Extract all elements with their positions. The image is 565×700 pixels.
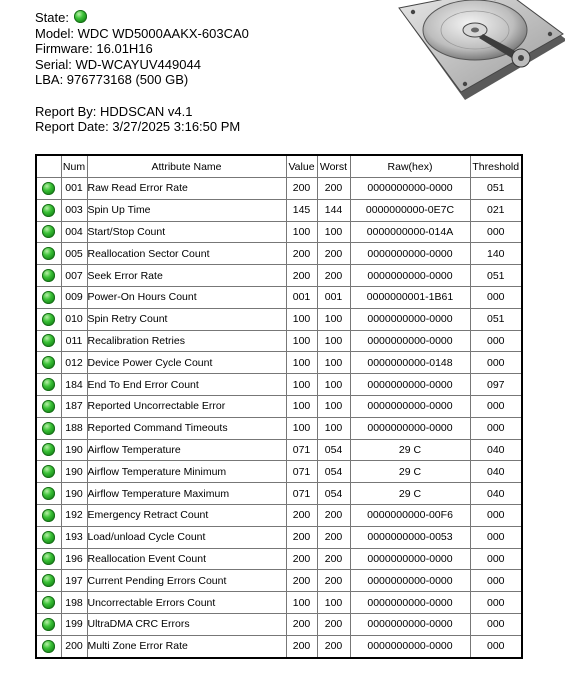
num-cell: 001 bbox=[61, 178, 87, 200]
attribute-name-cell: Reallocation Sector Count bbox=[87, 243, 286, 265]
num-cell: 190 bbox=[61, 483, 87, 505]
worst-cell: 054 bbox=[317, 461, 350, 483]
green-status-dot-icon bbox=[42, 247, 55, 260]
threshold-cell: 000 bbox=[470, 221, 522, 243]
attribute-name-cell: Reported Command Timeouts bbox=[87, 417, 286, 439]
green-status-dot-icon bbox=[42, 487, 55, 500]
column-header-attribute-name: Attribute Name bbox=[87, 155, 286, 178]
raw-cell: 0000000000-0E7C bbox=[350, 199, 470, 221]
threshold-cell: 000 bbox=[470, 548, 522, 570]
worst-cell: 100 bbox=[317, 374, 350, 396]
attribute-name-cell: Power-On Hours Count bbox=[87, 286, 286, 308]
raw-cell: 0000000000-0000 bbox=[350, 548, 470, 570]
status-cell bbox=[36, 570, 61, 592]
threshold-cell: 000 bbox=[470, 286, 522, 308]
lba-line: LBA: 976773168 (500 GB) bbox=[35, 72, 189, 87]
hard-disk-drive-icon bbox=[395, 0, 565, 100]
threshold-cell: 097 bbox=[470, 374, 522, 396]
raw-cell: 0000000000-0000 bbox=[350, 330, 470, 352]
worst-cell: 100 bbox=[317, 352, 350, 374]
status-cell bbox=[36, 526, 61, 548]
num-cell: 004 bbox=[61, 221, 87, 243]
green-status-dot-icon bbox=[42, 225, 55, 238]
worst-cell: 200 bbox=[317, 548, 350, 570]
value-cell: 200 bbox=[286, 265, 317, 287]
worst-cell: 100 bbox=[317, 308, 350, 330]
threshold-cell: 040 bbox=[470, 439, 522, 461]
table-row bbox=[36, 613, 522, 635]
table-row bbox=[36, 374, 522, 396]
smart-attributes-table bbox=[35, 154, 523, 659]
table-row bbox=[36, 243, 522, 265]
attribute-name-cell: Airflow Temperature Maximum bbox=[87, 483, 286, 505]
num-cell: 199 bbox=[61, 613, 87, 635]
green-status-dot-icon bbox=[42, 269, 55, 282]
value-cell: 100 bbox=[286, 330, 317, 352]
drive-info bbox=[35, 10, 249, 135]
green-status-dot-icon bbox=[74, 10, 87, 23]
status-cell bbox=[36, 352, 61, 374]
threshold-cell: 000 bbox=[470, 592, 522, 614]
status-cell bbox=[36, 199, 61, 221]
green-status-dot-icon bbox=[42, 465, 55, 478]
raw-cell: 0000000000-0148 bbox=[350, 352, 470, 374]
value-cell: 200 bbox=[286, 570, 317, 592]
green-status-dot-icon bbox=[42, 618, 55, 631]
status-cell bbox=[36, 483, 61, 505]
num-cell: 011 bbox=[61, 330, 87, 352]
table-row bbox=[36, 265, 522, 287]
attribute-name-cell: Recalibration Retries bbox=[87, 330, 286, 352]
threshold-cell: 000 bbox=[470, 526, 522, 548]
raw-cell: 29 C bbox=[350, 461, 470, 483]
threshold-cell: 000 bbox=[470, 613, 522, 635]
worst-cell: 100 bbox=[317, 592, 350, 614]
column-header-status bbox=[36, 155, 61, 178]
table-row bbox=[36, 330, 522, 352]
worst-cell: 100 bbox=[317, 221, 350, 243]
green-status-dot-icon bbox=[42, 356, 55, 369]
status-cell bbox=[36, 330, 61, 352]
attribute-name-cell: Reallocation Event Count bbox=[87, 548, 286, 570]
raw-cell: 0000000000-0053 bbox=[350, 526, 470, 548]
threshold-cell: 051 bbox=[470, 308, 522, 330]
attribute-name-cell: Spin Retry Count bbox=[87, 308, 286, 330]
green-status-dot-icon bbox=[42, 574, 55, 587]
value-cell: 071 bbox=[286, 461, 317, 483]
worst-cell: 100 bbox=[317, 330, 350, 352]
state-line bbox=[35, 10, 249, 26]
worst-cell: 100 bbox=[317, 395, 350, 417]
threshold-cell: 040 bbox=[470, 461, 522, 483]
num-cell: 184 bbox=[61, 374, 87, 396]
worst-cell: 200 bbox=[317, 526, 350, 548]
table-row bbox=[36, 592, 522, 614]
table-row bbox=[36, 221, 522, 243]
table-row bbox=[36, 439, 522, 461]
attribute-name-cell: UltraDMA CRC Errors bbox=[87, 613, 286, 635]
value-cell: 100 bbox=[286, 352, 317, 374]
table-row bbox=[36, 483, 522, 505]
worst-cell: 001 bbox=[317, 286, 350, 308]
table-row bbox=[36, 461, 522, 483]
table-row bbox=[36, 504, 522, 526]
num-cell: 200 bbox=[61, 635, 87, 657]
num-cell: 005 bbox=[61, 243, 87, 265]
raw-cell: 0000000000-0000 bbox=[350, 395, 470, 417]
serial-line: Serial: WD-WCAYUV449044 bbox=[35, 56, 201, 72]
green-status-dot-icon bbox=[42, 552, 55, 565]
value-cell: 200 bbox=[286, 613, 317, 635]
column-header-value: Value bbox=[286, 155, 317, 178]
attribute-name-cell: Emergency Retract Count bbox=[87, 504, 286, 526]
column-header-raw: Raw(hex) bbox=[350, 155, 470, 178]
report-date-line: Report Date: 3/27/2025 3:16:50 PM bbox=[35, 119, 241, 134]
threshold-cell: 000 bbox=[470, 330, 522, 352]
column-header-num: Num bbox=[61, 155, 87, 178]
value-cell: 100 bbox=[286, 395, 317, 417]
value-cell: 071 bbox=[286, 439, 317, 461]
table-row bbox=[36, 635, 522, 657]
value-cell: 200 bbox=[286, 635, 317, 657]
num-cell: 193 bbox=[61, 526, 87, 548]
worst-cell: 054 bbox=[317, 483, 350, 505]
value-cell: 100 bbox=[286, 221, 317, 243]
threshold-cell: 000 bbox=[470, 395, 522, 417]
num-cell: 192 bbox=[61, 504, 87, 526]
firmware-line: Firmware: 16.01H16 bbox=[35, 41, 153, 56]
raw-cell: 29 C bbox=[350, 439, 470, 461]
raw-cell: 0000000000-0000 bbox=[350, 417, 470, 439]
raw-cell: 0000000000-0000 bbox=[350, 265, 470, 287]
attribute-name-cell: Multi Zone Error Rate bbox=[87, 635, 286, 657]
green-status-dot-icon bbox=[42, 204, 55, 217]
status-cell bbox=[36, 461, 61, 483]
table-row bbox=[36, 352, 522, 374]
threshold-cell: 051 bbox=[470, 265, 522, 287]
threshold-cell: 000 bbox=[470, 635, 522, 657]
table-row bbox=[36, 286, 522, 308]
raw-cell: 0000000000-0000 bbox=[350, 592, 470, 614]
raw-cell: 0000000000-0000 bbox=[350, 243, 470, 265]
threshold-cell: 000 bbox=[470, 570, 522, 592]
value-cell: 100 bbox=[286, 592, 317, 614]
raw-cell: 0000000000-0000 bbox=[350, 570, 470, 592]
value-cell: 200 bbox=[286, 526, 317, 548]
table-row bbox=[36, 548, 522, 570]
status-cell bbox=[36, 548, 61, 570]
attribute-name-cell: End To End Error Count bbox=[87, 374, 286, 396]
status-cell bbox=[36, 395, 61, 417]
worst-cell: 200 bbox=[317, 613, 350, 635]
attribute-name-cell: Seek Error Rate bbox=[87, 265, 286, 287]
status-cell bbox=[36, 265, 61, 287]
threshold-cell: 000 bbox=[470, 417, 522, 439]
green-status-dot-icon bbox=[42, 443, 55, 456]
num-cell: 009 bbox=[61, 286, 87, 308]
raw-cell: 0000000001-1B61 bbox=[350, 286, 470, 308]
status-cell bbox=[36, 635, 61, 657]
worst-cell: 200 bbox=[317, 504, 350, 526]
threshold-cell: 051 bbox=[470, 178, 522, 200]
num-cell: 010 bbox=[61, 308, 87, 330]
worst-cell: 200 bbox=[317, 243, 350, 265]
threshold-cell: 000 bbox=[470, 352, 522, 374]
table-row bbox=[36, 395, 522, 417]
raw-cell: 0000000000-0000 bbox=[350, 178, 470, 200]
raw-cell: 0000000000-0000 bbox=[350, 635, 470, 657]
status-cell bbox=[36, 613, 61, 635]
num-cell: 187 bbox=[61, 395, 87, 417]
green-status-dot-icon bbox=[42, 313, 55, 326]
table-row bbox=[36, 526, 522, 548]
green-status-dot-icon bbox=[42, 596, 55, 609]
worst-cell: 054 bbox=[317, 439, 350, 461]
worst-cell: 200 bbox=[317, 570, 350, 592]
num-cell: 012 bbox=[61, 352, 87, 374]
raw-cell: 0000000000-014A bbox=[350, 221, 470, 243]
raw-cell: 0000000000-0000 bbox=[350, 374, 470, 396]
raw-cell: 0000000000-0000 bbox=[350, 308, 470, 330]
table-row bbox=[36, 199, 522, 221]
value-cell: 100 bbox=[286, 417, 317, 439]
num-cell: 197 bbox=[61, 570, 87, 592]
threshold-cell: 140 bbox=[470, 243, 522, 265]
num-cell: 196 bbox=[61, 548, 87, 570]
worst-cell: 144 bbox=[317, 199, 350, 221]
green-status-dot-icon bbox=[42, 640, 55, 653]
status-cell bbox=[36, 592, 61, 614]
attribute-name-cell: Raw Read Error Rate bbox=[87, 178, 286, 200]
status-cell bbox=[36, 504, 61, 526]
status-cell bbox=[36, 243, 61, 265]
worst-cell: 200 bbox=[317, 265, 350, 287]
attribute-name-cell: Reported Uncorrectable Error bbox=[87, 395, 286, 417]
green-status-dot-icon bbox=[42, 334, 55, 347]
value-cell: 145 bbox=[286, 199, 317, 221]
status-cell bbox=[36, 417, 61, 439]
green-status-dot-icon bbox=[42, 400, 55, 413]
table-row bbox=[36, 570, 522, 592]
green-status-dot-icon bbox=[42, 531, 55, 544]
value-cell: 100 bbox=[286, 374, 317, 396]
table-row bbox=[36, 417, 522, 439]
num-cell: 198 bbox=[61, 592, 87, 614]
attribute-name-cell: Load/unload Cycle Count bbox=[87, 526, 286, 548]
attribute-name-cell: Device Power Cycle Count bbox=[87, 352, 286, 374]
report-by-line: Report By: HDDSCAN v4.1 bbox=[35, 103, 193, 119]
green-status-dot-icon bbox=[42, 291, 55, 304]
state-label: State: bbox=[35, 10, 69, 25]
raw-cell: 0000000000-0000 bbox=[350, 613, 470, 635]
status-cell bbox=[36, 308, 61, 330]
attribute-name-cell: Start/Stop Count bbox=[87, 221, 286, 243]
threshold-cell: 021 bbox=[470, 199, 522, 221]
column-header-worst: Worst bbox=[317, 155, 350, 178]
attribute-name-cell: Current Pending Errors Count bbox=[87, 570, 286, 592]
num-cell: 190 bbox=[61, 461, 87, 483]
num-cell: 003 bbox=[61, 199, 87, 221]
raw-cell: 0000000000-00F6 bbox=[350, 504, 470, 526]
status-cell bbox=[36, 439, 61, 461]
status-cell bbox=[36, 221, 61, 243]
threshold-cell: 000 bbox=[470, 504, 522, 526]
attribute-name-cell: Spin Up Time bbox=[87, 199, 286, 221]
raw-cell: 29 C bbox=[350, 483, 470, 505]
green-status-dot-icon bbox=[42, 422, 55, 435]
table-header-row bbox=[36, 155, 522, 178]
value-cell: 200 bbox=[286, 548, 317, 570]
value-cell: 200 bbox=[286, 504, 317, 526]
status-cell bbox=[36, 178, 61, 200]
column-header-threshold: Threshold bbox=[470, 155, 522, 178]
attribute-name-cell: Uncorrectable Errors Count bbox=[87, 592, 286, 614]
worst-cell: 200 bbox=[317, 635, 350, 657]
table-row bbox=[36, 308, 522, 330]
value-cell: 200 bbox=[286, 243, 317, 265]
value-cell: 200 bbox=[286, 178, 317, 200]
table-row bbox=[36, 178, 522, 200]
model-line: Model: WDC WD5000AAKX-603CA0 bbox=[35, 25, 249, 41]
value-cell: 071 bbox=[286, 483, 317, 505]
num-cell: 190 bbox=[61, 439, 87, 461]
attribute-name-cell: Airflow Temperature bbox=[87, 439, 286, 461]
value-cell: 001 bbox=[286, 286, 317, 308]
green-status-dot-icon bbox=[42, 509, 55, 522]
worst-cell: 100 bbox=[317, 417, 350, 439]
value-cell: 100 bbox=[286, 308, 317, 330]
status-cell bbox=[36, 374, 61, 396]
threshold-cell: 040 bbox=[470, 483, 522, 505]
green-status-dot-icon bbox=[42, 182, 55, 195]
num-cell: 007 bbox=[61, 265, 87, 287]
attribute-name-cell: Airflow Temperature Minimum bbox=[87, 461, 286, 483]
worst-cell: 200 bbox=[317, 178, 350, 200]
green-status-dot-icon bbox=[42, 378, 55, 391]
num-cell: 188 bbox=[61, 417, 87, 439]
status-cell bbox=[36, 286, 61, 308]
